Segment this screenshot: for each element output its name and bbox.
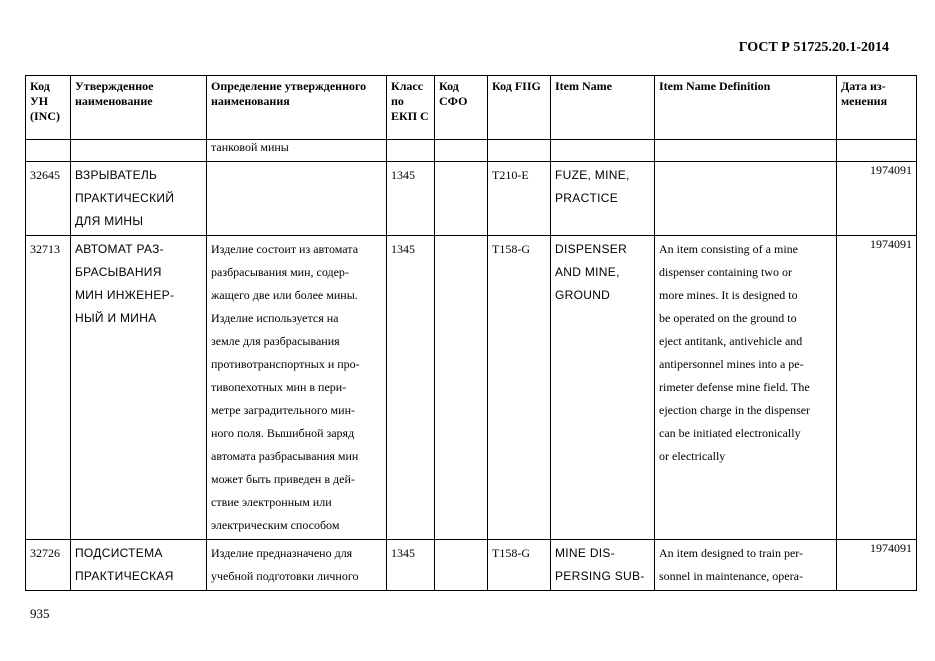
standard-number: ГОСТ Р 51725.20.1-2014: [738, 40, 889, 55]
cell-fiig: T158-G: [488, 540, 551, 591]
cell-class: [387, 140, 435, 162]
cell-item-def-line: more mines. It is designed to: [659, 288, 798, 302]
cell-name-line: ВЗРЫВАТЕЛЬ: [75, 168, 158, 182]
cell-sfo: [435, 540, 488, 591]
cell-definition-line: тивопехотных мин в пери-: [211, 380, 347, 394]
cell-definition-line: ствие электронным или: [211, 495, 332, 509]
cell-definition-line: земле для разбрасывания: [211, 334, 340, 348]
cell-fiig: [488, 140, 551, 162]
cell-name-line: ПРАКТИЧЕСКИЙ: [75, 191, 175, 205]
cell-name-line: МИН ИНЖЕНЕР-: [75, 288, 175, 302]
cell-inc: 32713: [26, 236, 71, 540]
cell-definition: [207, 162, 387, 236]
cell-item-name-line: DISPENSER: [555, 242, 628, 256]
cell-definition-line: ного поля. Вышибной заряд: [211, 426, 355, 440]
col-header-definition: Определение утвержденного наименования: [207, 76, 387, 140]
cell-fiig: T158-G: [488, 236, 551, 540]
cell-class: 1345: [387, 162, 435, 236]
cell-definition: [207, 236, 387, 540]
page-number: 935: [30, 606, 50, 621]
cell-definition-line: может быть приведен в дей-: [211, 472, 355, 486]
cell-item-def-line: ejection charge in the dispenser: [659, 403, 811, 417]
table-row: [26, 162, 917, 236]
cell-name-line: ПРАКТИЧЕСКАЯ: [75, 569, 174, 583]
cell-item-name: [551, 236, 655, 540]
col-header-approved-name: Утвержденное наименование: [71, 76, 207, 140]
cell-name-line: НЫЙ И МИНА: [75, 311, 157, 325]
cell-name: [71, 540, 207, 591]
col-header-class: Класс по ЕКП С: [387, 76, 435, 140]
cell-item-def-line: or electrically: [659, 449, 726, 463]
col-header-item-name-definition: Item Name Definition: [655, 76, 837, 140]
cell-definition: [207, 540, 387, 591]
cell-item-def-line: antipersonnel mines into a pe-: [659, 357, 804, 371]
cell-definition: танковой мины: [207, 140, 387, 162]
cell-definition-line: разбрасывания мин, содер-: [211, 265, 349, 279]
cell-item-name-line: PRACTICE: [555, 191, 619, 205]
cell-sfo: [435, 236, 488, 540]
cell-name-line: АВТОМАТ РАЗ-: [75, 242, 164, 256]
cell-item-def-line: sonnel in maintenance, opera-: [659, 569, 803, 583]
cell-definition-line: учебной подготовки личного: [211, 569, 359, 583]
cell-class: 1345: [387, 236, 435, 540]
col-header-change-date: Дата из-менения: [837, 76, 917, 140]
cell-definition-line: жащего две или более мины.: [211, 288, 358, 302]
cell-name: [71, 236, 207, 540]
cell-item-def-line: An item designed to train per-: [659, 546, 804, 560]
cell-date: [837, 140, 917, 162]
cell-class: 1345: [387, 540, 435, 591]
cell-sfo: [435, 140, 488, 162]
cell-item-name-line: MINE DIS-: [555, 546, 616, 560]
cell-item-def-line: eject antitank, antivehicle and: [659, 334, 803, 348]
cell-date: 1974091: [837, 540, 917, 591]
cell-name-line: БРАСЫВАНИЯ: [75, 265, 162, 279]
cell-item-def-line: can be initiated electronically: [659, 426, 801, 440]
table-row-continuation: [26, 140, 917, 162]
cell-definition-line: Изделие состоит из автомата: [211, 242, 359, 256]
cell-item-name: [551, 162, 655, 236]
cell-name-line: ДЛЯ МИНЫ: [75, 214, 144, 228]
cell-definition-line: метре заградительного мин-: [211, 403, 355, 417]
cell-definition-line: автомата разбрасывания мин: [211, 449, 359, 463]
cell-item-def: [655, 540, 837, 591]
cell-fiig: T210-E: [488, 162, 551, 236]
cell-item-name-line: GROUND: [555, 288, 611, 302]
cell-item-def: [655, 162, 837, 236]
cell-item-name: [551, 140, 655, 162]
cell-name: [71, 162, 207, 236]
col-header-sfo: Код СФО: [435, 76, 488, 140]
cell-item-def-line: An item consisting of a mine: [659, 242, 798, 256]
cell-date: 1974091: [837, 236, 917, 540]
cell-definition-line: электрическим способом: [211, 518, 340, 532]
cell-inc: 32645: [26, 162, 71, 236]
table-header-row: [26, 76, 917, 140]
cell-item-name: [551, 540, 655, 591]
cell-name: [71, 140, 207, 162]
cell-name-line: ПОДСИСТЕМА: [75, 546, 163, 560]
cell-item-name-line: FUZE, MINE,: [555, 168, 630, 182]
cell-inc: 32726: [26, 540, 71, 591]
cell-inc: [26, 140, 71, 162]
cell-item-def-line: dispenser containing two or: [659, 265, 792, 279]
col-header-inc: Код УН (INC): [26, 76, 71, 140]
cell-item-def: [655, 236, 837, 540]
cell-sfo: [435, 162, 488, 236]
cell-definition-line: Изделие используется на: [211, 311, 339, 325]
cell-date: 1974091: [837, 162, 917, 236]
cell-definition-line: Изделие предназначено для: [211, 546, 353, 560]
col-header-item-name: Item Name: [551, 76, 655, 140]
cell-item-name-line: PERSING SUB-: [555, 569, 645, 583]
nomenclature-table: [25, 75, 917, 591]
cell-item-def: [655, 140, 837, 162]
table-row: [26, 540, 917, 591]
cell-item-name-line: AND MINE,: [555, 265, 620, 279]
cell-item-def-line: be operated on the ground to: [659, 311, 797, 325]
cell-item-def-line: rimeter defense mine field. The: [659, 380, 810, 394]
col-header-fiig: Код FIIG: [488, 76, 551, 140]
cell-definition-line: противотранспортных и про-: [211, 357, 360, 371]
table-row: [26, 236, 917, 540]
